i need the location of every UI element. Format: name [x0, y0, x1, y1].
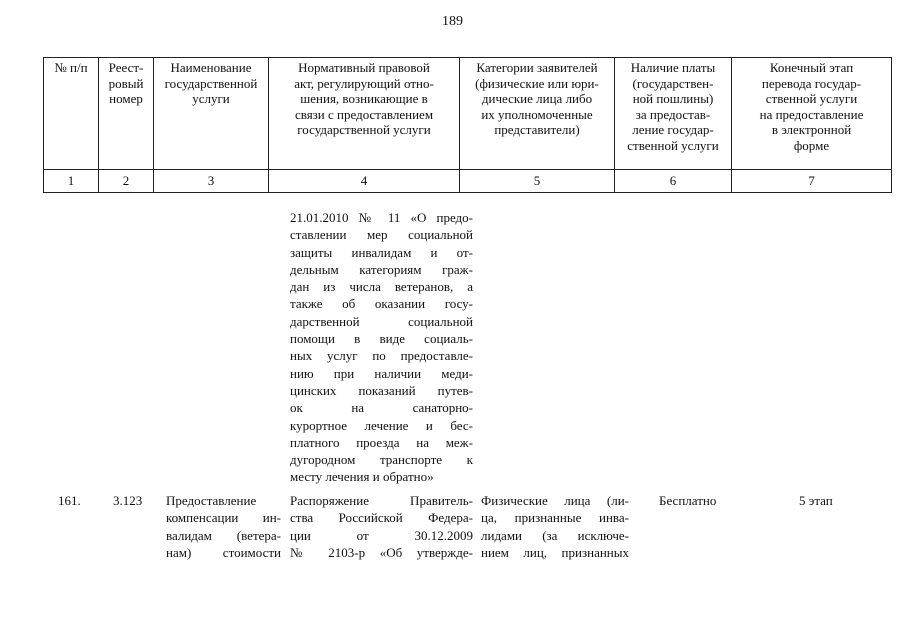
- header-line: в электронной: [771, 122, 852, 137]
- header-line: дические лица либо: [481, 91, 593, 106]
- text-line: дугородном транспорте к: [290, 452, 473, 468]
- header-line: (государствен-: [632, 75, 714, 91]
- text-line: лидами (за исключе-: [481, 527, 629, 543]
- text-line: ции от 30.12.2009: [290, 527, 473, 543]
- header-line: шения, возникающие в: [300, 91, 428, 106]
- column-numbers-row: [44, 170, 892, 193]
- row-161-final-stage: 5 этап: [799, 493, 833, 508]
- header-line: государственной услуги: [297, 122, 431, 137]
- header-line: за предостав-: [635, 106, 711, 122]
- header-line: (физические или юри-: [475, 75, 599, 91]
- header-line: Конечный этап: [769, 60, 854, 75]
- text-line: ок на санаторно-: [290, 400, 473, 416]
- header-line: ственной услуги: [765, 91, 858, 106]
- text-line: дельным категориям граж-: [290, 261, 473, 277]
- header-line: их уполномоченные: [481, 106, 593, 122]
- header-line: государственной: [164, 75, 258, 91]
- text-line: Распоряжение Правитель-: [290, 493, 473, 508]
- header-row: [44, 58, 892, 170]
- page-number: 189: [442, 14, 463, 29]
- row-161-fee: Бесплатно: [659, 493, 717, 508]
- column-number: 1: [44, 170, 99, 193]
- text-line: нию при наличии меди-: [290, 365, 473, 381]
- header-line: ной пошлины): [632, 91, 714, 106]
- header-cell-number: [44, 58, 99, 170]
- row-161-applicant-category: [481, 492, 629, 561]
- column-number: 5: [460, 170, 615, 193]
- header-line: представители): [494, 122, 580, 137]
- text-line: курортное лечение и бес-: [290, 417, 473, 433]
- header-line: ственной услуги: [627, 137, 719, 153]
- text-line: Предоставление: [166, 493, 257, 508]
- header-line: Наименование: [170, 60, 252, 75]
- header-cell-fee: [615, 58, 732, 170]
- row-161-registry-number: 3.123: [113, 493, 143, 508]
- text-line: ставлении мер социальной: [290, 227, 473, 243]
- header-cell-registry: [99, 58, 154, 170]
- header-line: Категории заявителей: [476, 60, 598, 75]
- text-line: 21.01.2010 № 11 «О предо-: [290, 210, 473, 225]
- text-line: № 2103-р «Об утвержде-: [290, 544, 473, 560]
- text-line: валидам (ветера-: [166, 527, 281, 543]
- text-line: ца, признанные инва-: [481, 510, 629, 526]
- text-line: Физические лица (ли-: [481, 493, 629, 508]
- header-cell-final-stage: [732, 58, 892, 170]
- text-line: месту лечения и обратно»: [290, 469, 434, 485]
- header-line: Нормативный правовой: [298, 60, 430, 75]
- text-line: нам) стоимости: [166, 544, 281, 560]
- text-line: защиты инвалидам и от-: [290, 244, 473, 260]
- header-line: ление государ-: [632, 122, 714, 137]
- text-line: также об оказании госу-: [290, 296, 473, 312]
- header-cell-service-name: [154, 58, 269, 170]
- header-line: № п/п: [54, 60, 88, 75]
- header-cell-applicants: [460, 58, 615, 170]
- column-number: 7: [732, 170, 892, 193]
- continuation-legal-act-text: [290, 209, 473, 486]
- header-line: Наличие платы: [630, 60, 716, 75]
- text-line: платного проезда на меж-: [290, 434, 473, 450]
- header-line: форме: [793, 137, 830, 153]
- column-number: 3: [154, 170, 269, 193]
- text-line: дан из числа ветеранов, а: [290, 279, 473, 295]
- header-line: услуги: [192, 91, 230, 106]
- row-161-service-name: [166, 492, 281, 561]
- column-number: 2: [99, 170, 154, 193]
- text-line: нием лиц, признанных: [481, 544, 629, 560]
- text-line: цинских показаний путев-: [290, 382, 473, 398]
- header-cell-legal-act: [269, 58, 460, 170]
- text-line: ства Российской Федера-: [290, 510, 473, 526]
- text-line: помощи в виде социаль-: [290, 331, 473, 347]
- header-line: акт, регулирующий отно-: [294, 75, 434, 91]
- row-161-legal-act: [290, 492, 473, 561]
- services-table-header: [43, 57, 892, 193]
- header-line: перевода государ-: [761, 75, 862, 91]
- column-number: 6: [615, 170, 732, 193]
- text-line: дарственной социальной: [290, 313, 473, 329]
- header-line: номер: [109, 91, 143, 106]
- text-line: компенсации ин-: [166, 510, 281, 526]
- header-line: на предоставление: [759, 106, 864, 122]
- row-161-number: 161.: [58, 493, 81, 508]
- text-line: ных услуг по предоставле-: [290, 348, 473, 364]
- header-line: связи с предоставлением: [294, 106, 434, 122]
- header-line: ровый: [108, 75, 144, 91]
- column-number: 4: [269, 170, 460, 193]
- header-line: Реест-: [108, 60, 144, 75]
